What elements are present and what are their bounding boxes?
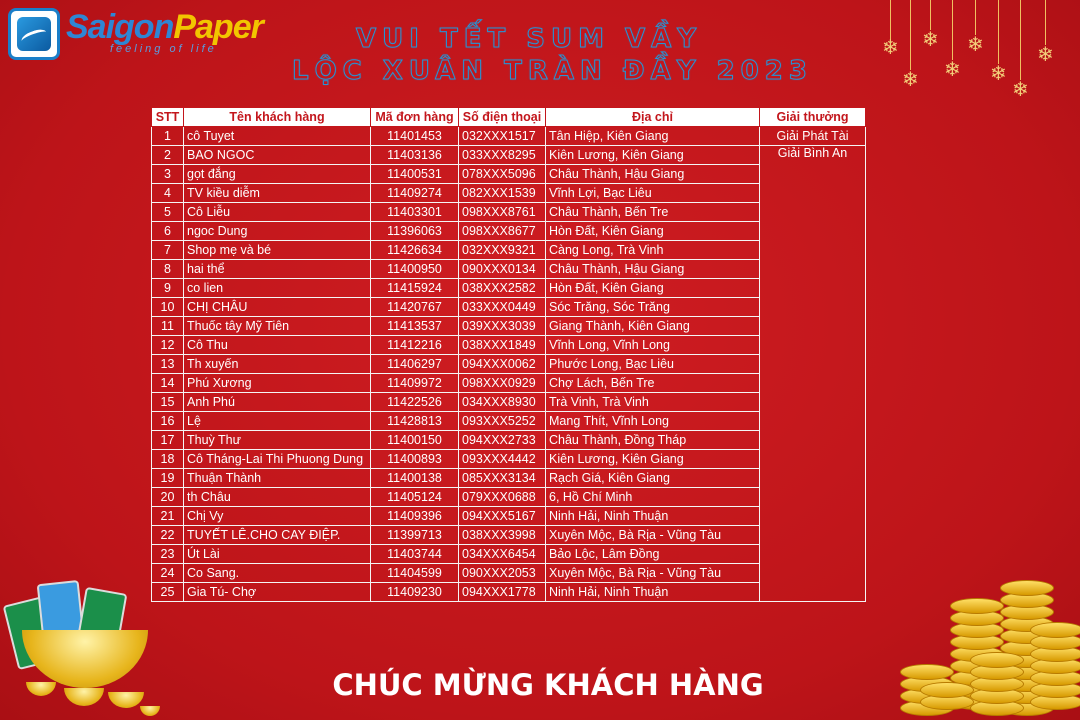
order-id-cell: 11428813 (371, 412, 459, 431)
address-cell: Chợ Lách, Bến Tre (546, 374, 760, 393)
address-cell: Tân Hiệp, Kiên Giang (546, 127, 760, 146)
phone-cell: 094XXX0062 (459, 355, 546, 374)
phone-cell: 039XXX3039 (459, 317, 546, 336)
table-row (152, 336, 866, 355)
phone-cell: 038XXX2582 (459, 279, 546, 298)
stt-cell: 23 (152, 545, 184, 564)
stt-cell: 25 (152, 583, 184, 602)
logo-mark-icon (8, 8, 60, 60)
table-row (152, 355, 866, 374)
order-id-cell: 11399713 (371, 526, 459, 545)
prize-cell-binh-an: Giải Bình An (760, 146, 866, 602)
snowflake-icon: ❄ (902, 69, 919, 91)
stt-cell: 7 (152, 241, 184, 260)
customer-name-cell: Anh Phú (184, 393, 371, 412)
stt-cell: 4 (152, 184, 184, 203)
order-id-cell: 11415924 (371, 279, 459, 298)
table-row (152, 127, 866, 146)
stt-cell: 21 (152, 507, 184, 526)
stt-cell: 14 (152, 374, 184, 393)
gold-ingot-icon (26, 682, 56, 696)
order-id-cell: 11422526 (371, 393, 459, 412)
phone-cell: 094XXX2733 (459, 431, 546, 450)
stt-cell: 3 (152, 165, 184, 184)
order-id-cell: 11403301 (371, 203, 459, 222)
logo-text (66, 8, 263, 55)
stt-cell: 16 (152, 412, 184, 431)
phone-cell: 032XXX1517 (459, 127, 546, 146)
address-cell: Ninh Hải, Ninh Thuận (546, 583, 760, 602)
table-row (152, 564, 866, 583)
phone-cell: 098XXX0929 (459, 374, 546, 393)
stt-cell: 18 (152, 450, 184, 469)
header-customer-name: Tên khách hàng (184, 108, 371, 127)
gold-ingot-icon (22, 630, 148, 688)
order-id-cell: 11401453 (371, 127, 459, 146)
customer-name-cell: Cô Tháng-Lai Thi Phuong Dung (184, 450, 371, 469)
address-cell: Xuyên Mộc, Bà Rịa - Vũng Tàu (546, 526, 760, 545)
customer-name-cell: cô Tuyet (184, 127, 371, 146)
order-id-cell: 11400531 (371, 165, 459, 184)
table-row (152, 545, 866, 564)
prize-cell-phat-tai: Giải Phát Tài (760, 127, 866, 146)
phone-cell: 094XXX1778 (459, 583, 546, 602)
header-phone: Số điện thoại (459, 108, 546, 127)
address-cell: Hòn Đất, Kiên Giang (546, 279, 760, 298)
header-address: Địa chỉ (546, 108, 760, 127)
table-row (152, 165, 866, 184)
customer-name-cell: co lien (184, 279, 371, 298)
address-cell: 6, Hồ Chí Minh (546, 488, 760, 507)
snowflake-icon: ❄ (990, 63, 1007, 85)
phone-cell: 085XXX3134 (459, 469, 546, 488)
gold-ingot-icon (64, 688, 104, 706)
winners-table (151, 107, 866, 602)
address-cell: Rạch Giá, Kiên Giang (546, 469, 760, 488)
gold-coin-icon (1030, 622, 1080, 638)
table-row (152, 317, 866, 336)
stt-cell: 17 (152, 431, 184, 450)
stt-cell: 11 (152, 317, 184, 336)
stt-cell: 9 (152, 279, 184, 298)
stt-cell: 1 (152, 127, 184, 146)
gold-coin-icon (970, 652, 1024, 668)
address-cell: Kiên Lương, Kiên Giang (546, 146, 760, 165)
table-row (152, 450, 866, 469)
phone-cell: 093XXX4442 (459, 450, 546, 469)
order-id-cell: 11409230 (371, 583, 459, 602)
table-row (152, 374, 866, 393)
stt-cell: 22 (152, 526, 184, 545)
address-cell: Châu Thành, Hậu Giang (546, 165, 760, 184)
phone-cell: 034XXX8930 (459, 393, 546, 412)
address-cell: Kiên Lương, Kiên Giang (546, 450, 760, 469)
stt-cell: 10 (152, 298, 184, 317)
order-id-cell: 11400893 (371, 450, 459, 469)
order-id-cell: 11406297 (371, 355, 459, 374)
address-cell: Ninh Hải, Ninh Thuận (546, 507, 760, 526)
order-id-cell: 11412216 (371, 336, 459, 355)
customer-name-cell: Shop mẹ và bé (184, 241, 371, 260)
address-cell: Vĩnh Long, Vĩnh Long (546, 336, 760, 355)
snowflake-icon: ❄ (922, 29, 939, 51)
snowflake-icon: ❄ (967, 34, 984, 56)
phone-cell: 093XXX5252 (459, 412, 546, 431)
address-cell: Xuyên Mộc, Bà Rịa - Vũng Tàu (546, 564, 760, 583)
customer-name-cell: Cô Thu (184, 336, 371, 355)
table-row (152, 393, 866, 412)
customer-name-cell: CHỊ CHÂU (184, 298, 371, 317)
table-row (152, 412, 866, 431)
phone-cell: 032XXX9321 (459, 241, 546, 260)
customer-name-cell: Th xuyến (184, 355, 371, 374)
address-cell: Hòn Đất, Kiên Giang (546, 222, 760, 241)
order-id-cell: 11403136 (371, 146, 459, 165)
address-cell: Châu Thành, Hậu Giang (546, 260, 760, 279)
customer-name-cell: Phú Xương (184, 374, 371, 393)
customer-name-cell: TV kiều diễm (184, 184, 371, 203)
table-row (152, 488, 866, 507)
table-header-row (152, 108, 866, 127)
customer-name-cell: TUYẾT LÊ.CHO CAY ĐIỆP. (184, 526, 371, 545)
customer-name-cell: Út Lài (184, 545, 371, 564)
snowflake-icon: ❄ (944, 59, 961, 81)
table-row (152, 583, 866, 602)
customer-name-cell: Co Sang. (184, 564, 371, 583)
table-body (152, 127, 866, 602)
table-row (152, 146, 866, 165)
stt-cell: 2 (152, 146, 184, 165)
gold-coins-decoration (860, 520, 1080, 720)
customer-name-cell: Chị Vy (184, 507, 371, 526)
table-row (152, 298, 866, 317)
address-cell: Bảo Lộc, Lâm Đồng (546, 545, 760, 564)
table-row (152, 279, 866, 298)
snowflake-icon: ❄ (882, 37, 899, 59)
customer-name-cell: Thuận Thành (184, 469, 371, 488)
phone-cell: 094XXX5167 (459, 507, 546, 526)
stt-cell: 12 (152, 336, 184, 355)
stt-cell: 19 (152, 469, 184, 488)
stt-cell: 24 (152, 564, 184, 583)
order-id-cell: 11420767 (371, 298, 459, 317)
gold-ingot-icon (140, 706, 160, 716)
phone-cell: 033XXX8295 (459, 146, 546, 165)
order-id-cell: 11409396 (371, 507, 459, 526)
table-row (152, 526, 866, 545)
table-row (152, 203, 866, 222)
snowflake-icon: ❄ (1037, 44, 1054, 66)
title-line-2: LỘC XUÂN TRÀN ĐẦY 2023 (292, 56, 813, 86)
logo-name-part1: Saigon (66, 8, 174, 46)
congratulations-text: CHÚC MỪNG KHÁCH HÀNG (332, 668, 764, 702)
phone-cell: 079XXX0688 (459, 488, 546, 507)
customer-name-cell: Thuốc tây Mỹ Tiên (184, 317, 371, 336)
address-cell: Trà Vinh, Trà Vinh (546, 393, 760, 412)
table-row (152, 431, 866, 450)
phone-cell: 034XXX6454 (459, 545, 546, 564)
logo-name-part2: Paper (173, 8, 263, 46)
address-cell: Mang Thít, Vĩnh Long (546, 412, 760, 431)
phone-cell: 098XXX8677 (459, 222, 546, 241)
gold-ingots-decoration (0, 570, 170, 720)
address-cell: Châu Thành, Đồng Tháp (546, 431, 760, 450)
customer-name-cell: ngoc Dung (184, 222, 371, 241)
phone-cell: 038XXX1849 (459, 336, 546, 355)
table-row (152, 184, 866, 203)
customer-name-cell: Lệ (184, 412, 371, 431)
gold-coin-icon (920, 682, 974, 698)
phone-cell: 033XXX0449 (459, 298, 546, 317)
phone-cell: 038XXX3998 (459, 526, 546, 545)
customer-name-cell: th Châu (184, 488, 371, 507)
customer-name-cell: gọt đắng (184, 165, 371, 184)
address-cell: Càng Long, Trà Vinh (546, 241, 760, 260)
phone-cell: 098XXX8761 (459, 203, 546, 222)
address-cell: Phước Long, Bạc Liêu (546, 355, 760, 374)
customer-name-cell: hai thể (184, 260, 371, 279)
header-order-id: Mã đơn hàng (371, 108, 459, 127)
order-id-cell: 11413537 (371, 317, 459, 336)
customer-name-cell: BAO NGOC (184, 146, 371, 165)
order-id-cell: 11409972 (371, 374, 459, 393)
phone-cell: 082XXX1539 (459, 184, 546, 203)
order-id-cell: 11403744 (371, 545, 459, 564)
phone-cell: 090XXX0134 (459, 260, 546, 279)
order-id-cell: 11400950 (371, 260, 459, 279)
customer-name-cell: Cô Liễu (184, 203, 371, 222)
logo-name (66, 8, 263, 46)
header-stt: STT (152, 108, 184, 127)
logo-tagline: feeling of life (110, 43, 217, 55)
gold-ingot-icon (108, 692, 144, 708)
order-id-cell: 11400138 (371, 469, 459, 488)
order-id-cell: 11405124 (371, 488, 459, 507)
table-row (152, 507, 866, 526)
address-cell: Vĩnh Lợi, Bạc Liêu (546, 184, 760, 203)
address-cell: Châu Thành, Bến Tre (546, 203, 760, 222)
stt-cell: 8 (152, 260, 184, 279)
stt-cell: 13 (152, 355, 184, 374)
phone-cell: 078XXX5096 (459, 165, 546, 184)
hanging-snowflake-ornaments (880, 0, 1070, 110)
stt-cell: 20 (152, 488, 184, 507)
gold-coin-icon (900, 664, 954, 680)
table-row (152, 260, 866, 279)
order-id-cell: 11400150 (371, 431, 459, 450)
customer-name-cell: Gia Tú- Chợ (184, 583, 371, 602)
order-id-cell: 11396063 (371, 222, 459, 241)
order-id-cell: 11409274 (371, 184, 459, 203)
stt-cell: 6 (152, 222, 184, 241)
stt-cell: 5 (152, 203, 184, 222)
address-cell: Sóc Trăng, Sóc Trăng (546, 298, 760, 317)
order-id-cell: 11426634 (371, 241, 459, 260)
table-row (152, 222, 866, 241)
gold-coin-icon (1000, 580, 1054, 596)
order-id-cell: 11404599 (371, 564, 459, 583)
stt-cell: 15 (152, 393, 184, 412)
phone-cell: 090XXX2053 (459, 564, 546, 583)
snowflake-icon: ❄ (1012, 79, 1029, 101)
header-prize: Giải thưởng (760, 108, 866, 127)
table-row (152, 469, 866, 488)
saigonpaper-logo (8, 8, 263, 60)
gold-coin-icon (950, 598, 1004, 614)
table-row (152, 241, 866, 260)
address-cell: Giang Thành, Kiên Giang (546, 317, 760, 336)
title-line-1: VUI TẾT SUM VẦY (356, 24, 703, 54)
customer-name-cell: Thuỳ Thư (184, 431, 371, 450)
